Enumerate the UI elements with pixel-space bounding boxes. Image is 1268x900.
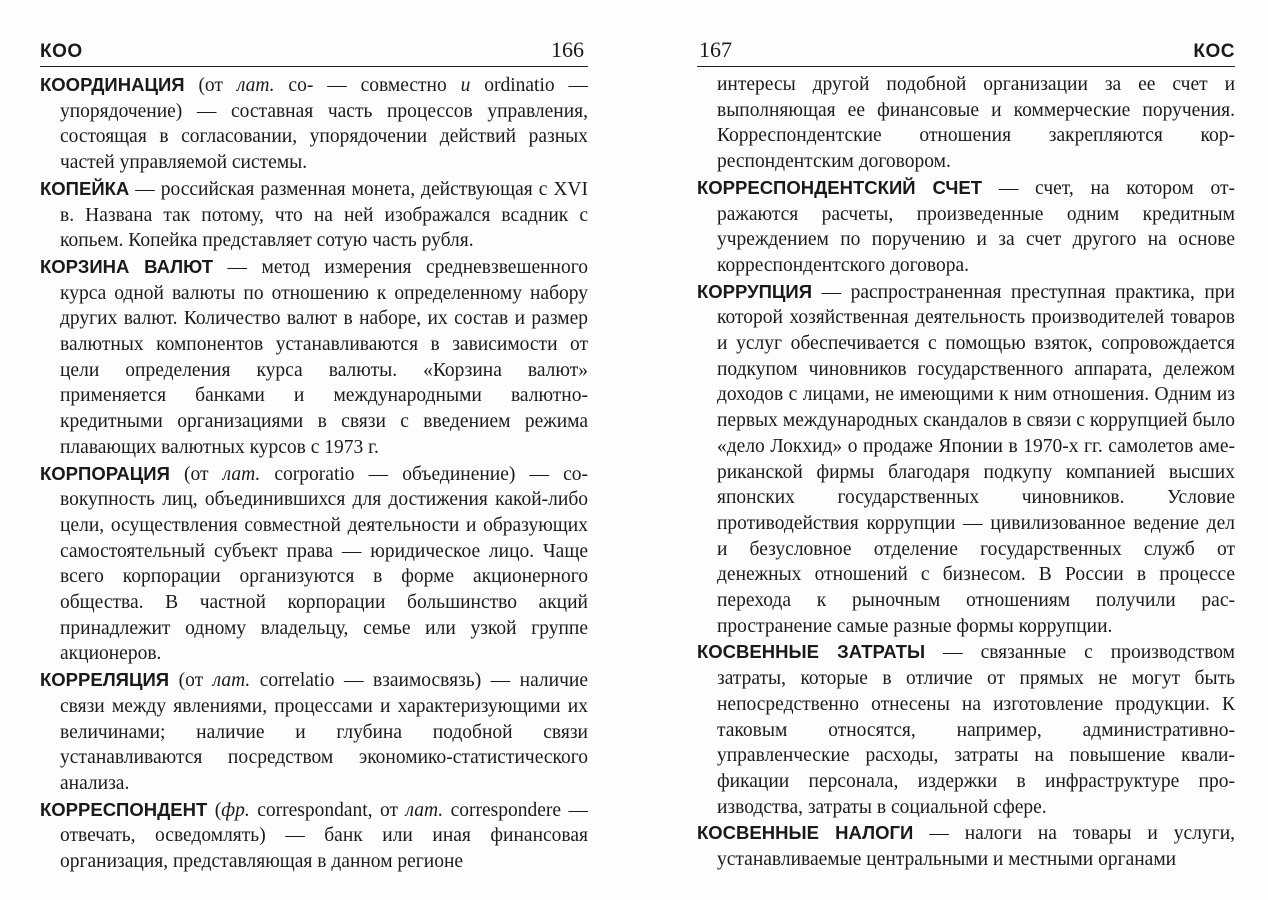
entry-definition-text: — метод измерения средневзвешенного курса одной валюты по отношению к определенному набору других валют. Количество валют в наборе, их состав и размер валютных компонентов устанавливаются в зависимости от цели определения курса валюты. «Корзина валют» применяется банками и международными валютно-кредитными организациями в связи с введением режима плавающих валютных курсов с 1973 г.	[60, 256, 588, 458]
entry-definition-text: correlatio — взаимосвязь) — наличие связи между явлениями, процессами и характеризующими их величинами; наличие и глубина подобной связи устанавливаются посредством экономико-статистического анализа.	[60, 670, 588, 794]
entry-definition-text: correspondere — отвечать, осведомлять) — банк или иная финансовая организация, представляющая в данном регионе	[60, 799, 588, 873]
dictionary-entry	[697, 639, 1235, 820]
entry-headword: КОРРЕСПОНДЕНТСКИЙ СЧЕТ	[697, 176, 983, 198]
page-number-right: 167	[699, 37, 732, 62]
entry-etymology-label: фр.	[221, 799, 250, 821]
entry-definition-text: corporatio — объединение) — совокупность лиц, объединившихся для достижения какой-либо цели, осуществления совместной деятельности и образующих самостоятельный субъект права — юридическое лицо. Чаще всего корпорации организуются в форме акционерного общества. В частной корпорации большинство акций принадлежит одному владельцу, семье или узкой группе акционеров.	[60, 463, 588, 665]
right-page-header	[697, 36, 1235, 67]
entry-definition-text: — распространенная преступная практика, при которой хозяйственная деятельность производителей товаров и услуг обеспечивается с помощью взяток, сопровождается подкупом чиновников государственного аппарата, дележом доходов с лицами, не имеющими к ним отношения. Одним из первых международных скандалов в связи с коррупцией было «дело Локхид» о продаже Японии в 1970-х гг. самолетов американской фирмы благодаря подкупу компанией высших японских государственных чиновников. Условие противодействия коррупции — цивилизованное ведение дел и безусловное отделение государственных служб от денежных отношений с бизнесом. В России в процессе перехода к рыночным отношениям получили распространение самые разные формы коррупции.	[717, 281, 1235, 637]
entry-definition-text: — российская разменная монета, действующая с XVI в. Названа так потому, что на ней изображался всадник с копьем. Копейка представляет сотую часть рубля.	[60, 178, 588, 252]
right-page-text	[697, 72, 1235, 873]
continued-entry-text: интересы другой подобной организации за ее счет и выполняющая ее финансовые и коммерческие поручения. Корреспондентские отношения закрепляются корреспондентским договором.	[717, 74, 1235, 173]
page-number-left: 166	[551, 37, 584, 62]
entry-definition-text: — счет, на котором отражаются расчеты, произведенные одним кредитным учреждением по поручению и за счет другого на основе корреспондентского договора.	[717, 177, 1235, 276]
entry-definition-text: (	[207, 799, 222, 821]
guide-word-right: КОС	[1193, 41, 1235, 62]
entry-etymology-label: и	[460, 75, 471, 96]
entry-headword: КООРДИНАЦИЯ	[40, 74, 185, 95]
entry-headword: КОРЗИНА ВАЛЮТ	[40, 255, 214, 277]
entry-etymology-label: лат.	[405, 799, 444, 821]
entry-definition-text: correspondant, от	[249, 799, 406, 821]
entry-definition-text: ordinatio — упорядочение) — составная часть процессов управления, состоящая в согласовании, упорядочении действий разных частей управляемой системы.	[60, 75, 588, 174]
left-page-text	[40, 72, 588, 875]
entry-headword: КОПЕЙКА	[40, 177, 130, 199]
entry-definition-text: (от	[169, 463, 223, 485]
right-page	[697, 0, 1235, 900]
entry-headword: КОСВЕННЫЕ ЗАТРАТЫ	[697, 641, 926, 663]
entry-definition-text: (от	[169, 670, 213, 692]
entry-headword: КОРПОРАЦИЯ	[40, 462, 170, 484]
entry-definition-text: — связанные с производством затраты, которые в отличие от прямых не могут быть непосредственно отнесены на изготовление продукции. К таковым относятся, например, административно-управленческие расходы, затраты на повышение квалификации персонала, издержки в инфраструктуре производства, затраты в социальной сфере.	[717, 642, 1235, 818]
left-page	[40, 0, 588, 900]
entry-definition-text: co- — совместно	[274, 75, 461, 96]
entry-etymology-label: лат.	[212, 670, 251, 692]
entry-etymology-label: лат.	[222, 463, 261, 485]
entry-headword: КОРРЕЛЯЦИЯ	[40, 669, 170, 691]
dictionary-entry	[40, 254, 588, 461]
entry-headword: КОСВЕННЫЕ НАЛОГИ	[697, 822, 914, 844]
dictionary-entry	[40, 176, 588, 254]
entry-etymology-label: лат.	[236, 75, 275, 96]
entry-headword: КОРРУПЦИЯ	[697, 280, 813, 302]
entry-definition-text: (от	[184, 75, 237, 96]
left-page-header	[40, 36, 588, 67]
dictionary-entry	[40, 461, 588, 668]
dictionary-entry	[697, 820, 1235, 872]
dictionary-entry	[40, 72, 588, 176]
guide-word-left: КОО	[40, 41, 83, 62]
dictionary-entry	[697, 175, 1235, 279]
dictionary-entry	[40, 797, 588, 875]
dictionary-entry	[40, 667, 588, 797]
entry-definition-text: — налоги на товары и услуги, устанавливаемые центральными и местными органами	[717, 823, 1236, 871]
entry-headword: КОРРЕСПОНДЕНТ	[40, 798, 208, 820]
dictionary-entry	[697, 279, 1235, 640]
